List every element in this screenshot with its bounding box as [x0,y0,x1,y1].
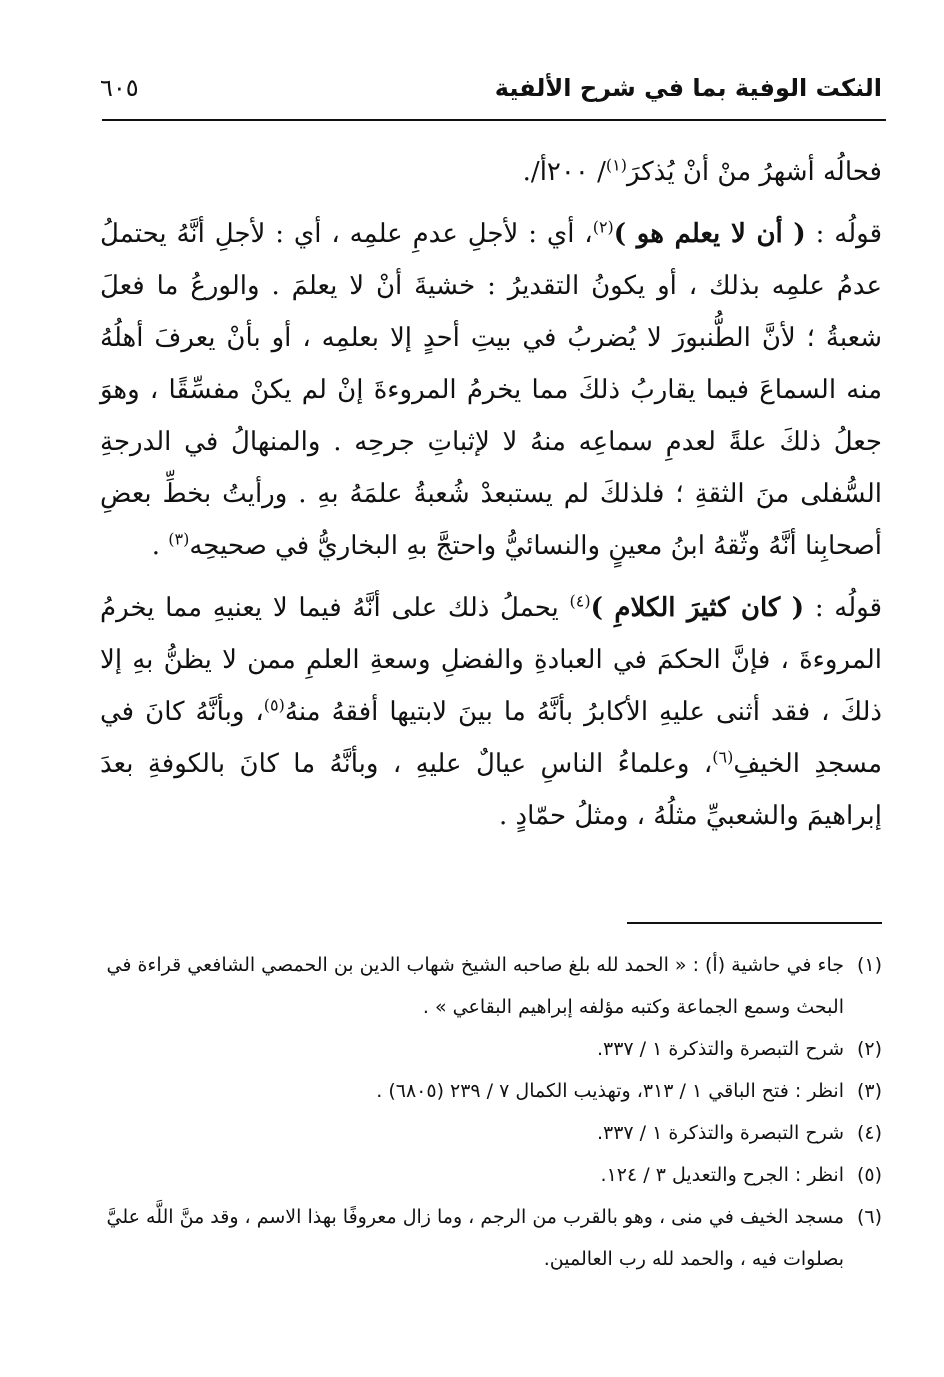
page-number: ٦٠٥ [100,74,139,102]
footnote [100,1070,882,1112]
footnote-ref-2: (٢) [592,217,614,237]
footnote-number: (٤) [856,1122,882,1144]
footnote-ref-1: (١) [605,155,627,175]
footnote [100,1028,882,1070]
footnote-text: جاء في حاشية (أ) : « الحمد لله بلغ صاحبه الشيخ شهاب الدين بن الحمصي الشافعي قراءة في البحث وسمع الجماعة وكتبه مؤلفه إبراهيم البقاعي » . [106,954,844,1018]
main-text [100,146,882,852]
footnote-text: شرح التبصرة والتذكرة ١ / ٣٣٧. [596,1038,844,1060]
p2-end: . [151,531,169,561]
footnote-text: انظر : فتح الباقي ١ / ٣١٣، وتهذيب الكمال ٧ / ٢٣٩ (٦٨٠٥) . [376,1080,844,1102]
footnote-text: مسجد الخيف في منى ، وهو بالقرب من الرجم ، وما زال معروفًا بهذا الاسم ، وقد منَّ اللَّه عليَّ بصلوات فيه ، والحمد لله رب العالمين. [106,1206,844,1270]
footnote-ref-6: (٦) [712,747,734,767]
footnote [100,1154,882,1196]
footnotes [100,944,882,1280]
p2-intro: قولُه : [805,219,883,249]
p3-intro: قولُه : [804,593,883,623]
p1-text-b: / ٢٠٠أ/. [522,157,606,187]
footnote [100,1112,882,1154]
p2-lemma: ( أن لا يعلم هو ) [613,219,806,249]
footnote [100,944,882,1028]
p3-text-b: ، وبأنَّهُ كانَ في مسجدِ الخيفِ [100,697,882,779]
running-title: النكت الوفية بما في شرح الألفية [494,74,882,102]
p3-text-a: يحملُ ذلك على أنَّهُ فيما لا يعنيهِ مما يخرمُ المروءةَ ، فإنَّ الحكمَ في العبادةِ والفضلِ وسعةِ العلمِ ممن لا يظنُّ بهِ إلا ذلكَ ، فقد أثنى عليهِ الأكابرُ بأنَّهُ ما بينَ لابتيها أفقهُ منهُ [100,593,882,727]
p3-text-c: ، وعلماءُ الناسِ عيالٌ عليهِ ، وبأنَّهُ ما كانَ بالكوفةِ بعدَ إبراهيمَ والشعبيِّ مثلُهُ ، ومثلُ حمّادٍ . [100,749,882,831]
p3-lemma: ( كان كثيرَ الكلامِ ) [590,593,805,623]
footnote-ref-3: (٣) [168,529,190,549]
footnote-number: (٦) [856,1206,882,1228]
paragraph-1 [100,146,882,198]
footnote-ref-4: (٤) [569,591,591,611]
footnote-number: (٢) [856,1038,882,1060]
footnote [100,1196,882,1280]
footnote-number: (٣) [856,1080,882,1102]
footnote-number: (٥) [856,1164,882,1186]
paragraph-2 [100,208,882,572]
footnote-number: (١) [856,954,882,976]
p1-text-a: فحالُه أشهرُ منْ أنْ يُذكرَ [626,157,882,187]
footnote-text: انظر : الجرح والتعديل ٣ / ١٢٤. [600,1164,844,1186]
footnote-separator [627,922,882,924]
p2-text: ، أي : لأجلِ عدمِ علمِه ، أي : لأجلِ أنَّهُ يحتملُ عدمُ علمِه بذلك ، أو يكونُ التقديرُ : خشيةَ أنْ لا يعلمَ . والورعُ ما فعلَ شعبةُ ؛ لأنَّ الطُّنبورَ لا يُضربُ في بيتِ أحدٍ إلا بعلمِه ، أو بأنْ يعرفَ أهلُهُ منه السماعَ فيما يقاربُ ذلكَ مما يخرمُ المروءةَ إنْ لم يكنْ مفسِّقًا ، وهوَ جعلُ ذلكَ علةً لعدمِ سماعِه منهُ لا لإثباتِ جرحِه . والمنهالُ في الدرجةِ السُّفلى منَ الثقةِ ؛ فلذلكَ لم يستبعدْ شُعبةُ علمَهُ بهِ . ورأيتُ بخطِّ بعضِ أصحابِنا أنَّهُ وثّقهُ ابنُ معينٍ والنسائيُّ واحتجَّ بهِ البخاريُّ في صحيحِه [100,219,882,561]
footnote-ref-5: (٥) [263,695,285,715]
paragraph-3 [100,582,882,842]
header-rule [102,119,886,121]
footnote-text: شرح التبصرة والتذكرة ١ / ٣٣٧. [596,1122,844,1144]
